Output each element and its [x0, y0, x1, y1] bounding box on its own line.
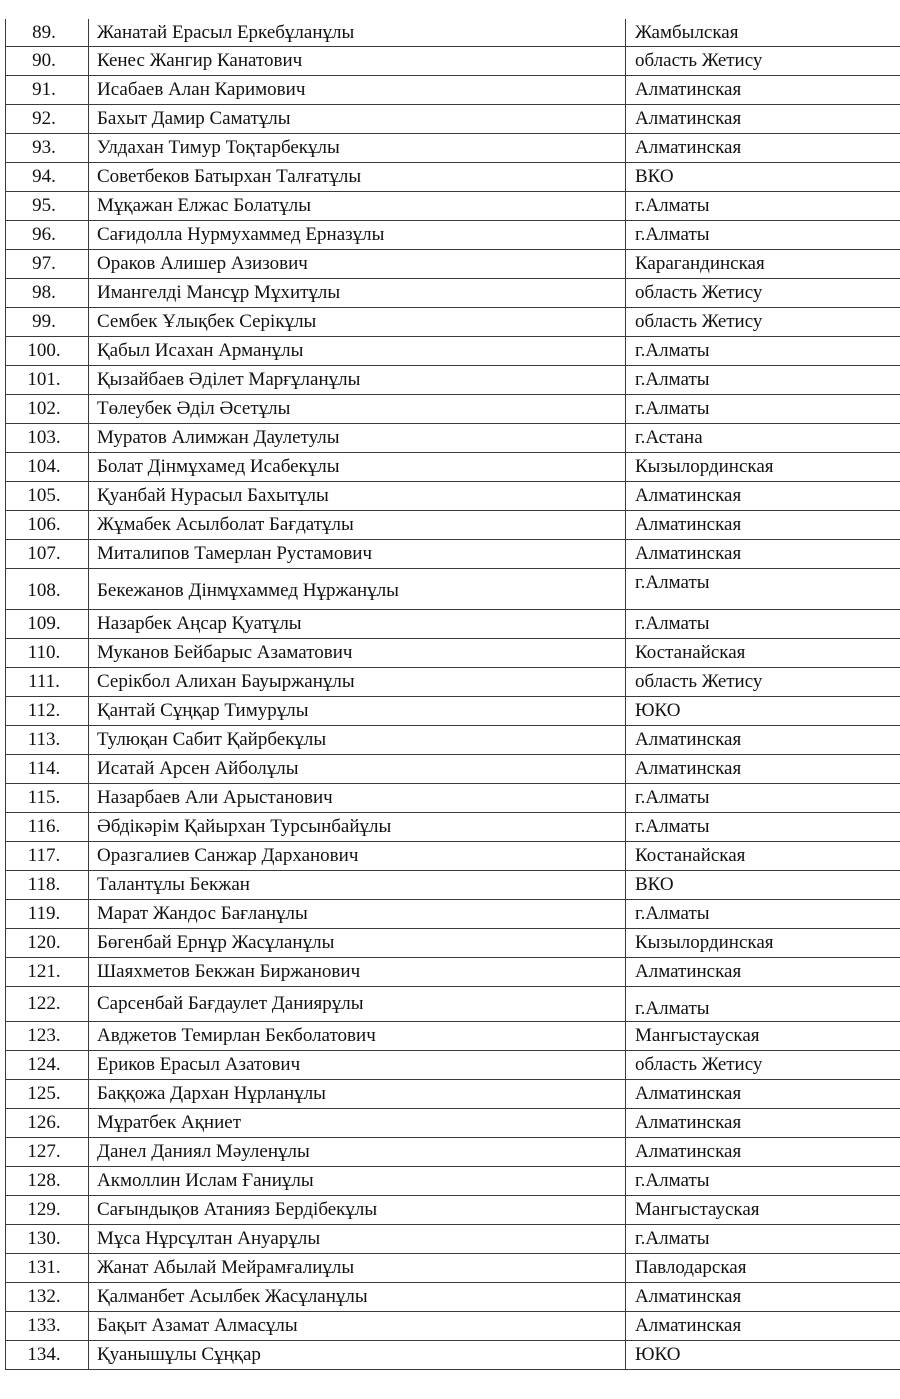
table-row	[6, 1312, 900, 1341]
table-row	[6, 540, 900, 569]
region-cell: область Жетису	[626, 47, 900, 76]
full-name-cell: Улдахан Тимур Тоқтарбекұлы	[89, 134, 626, 163]
table-row	[6, 47, 900, 76]
region-cell: Алматинская	[626, 1312, 900, 1341]
table-row	[6, 1283, 900, 1312]
full-name-cell: Тулюқан Сабит Қайрбекұлы	[89, 726, 626, 755]
table-row	[6, 105, 900, 134]
table-row	[6, 221, 900, 250]
region-cell: область Жетису	[626, 279, 900, 308]
row-number-cell: 98.	[6, 279, 89, 308]
full-name-cell: Жұмабек Асылболат Бағдатұлы	[89, 511, 626, 540]
row-number-cell: 114.	[6, 755, 89, 784]
full-name-cell: Авджетов Темирлан Бекболатович	[89, 1022, 626, 1051]
row-number-cell: 108.	[6, 569, 89, 610]
table-row	[6, 395, 900, 424]
region-cell: Алматинская	[626, 76, 900, 105]
full-name-cell: Мұратбек Ақниет	[89, 1109, 626, 1138]
row-number-cell: 123.	[6, 1022, 89, 1051]
region-cell: ВКО	[626, 871, 900, 900]
table-row	[6, 19, 900, 47]
row-number-cell: 124.	[6, 1051, 89, 1080]
table-row	[6, 569, 900, 610]
full-name-cell: Миталипов Тамерлан Рустамович	[89, 540, 626, 569]
participants-table	[5, 19, 900, 1370]
row-number-cell: 111.	[6, 668, 89, 697]
region-cell: г.Астана	[626, 424, 900, 453]
region-cell: Алматинская	[626, 1138, 900, 1167]
region-cell: г.Алматы	[626, 1225, 900, 1254]
full-name-cell: Сағидолла Нурмухаммед Ерназұлы	[89, 221, 626, 250]
full-name-cell: Имангелді Мансұр Мұхитұлы	[89, 279, 626, 308]
document-page	[5, 19, 894, 1370]
row-number-cell: 100.	[6, 337, 89, 366]
table-row	[6, 1196, 900, 1225]
row-number-cell: 107.	[6, 540, 89, 569]
table-row	[6, 726, 900, 755]
table-row	[6, 958, 900, 987]
full-name-cell: Қуанбай Нурасыл Бахытұлы	[89, 482, 626, 511]
full-name-cell: Бақыт Азамат Алмасұлы	[89, 1312, 626, 1341]
table-row	[6, 250, 900, 279]
table-row	[6, 308, 900, 337]
row-number-cell: 115.	[6, 784, 89, 813]
region-cell: Алматинская	[626, 755, 900, 784]
row-number-cell: 93.	[6, 134, 89, 163]
row-number-cell: 91.	[6, 76, 89, 105]
region-cell: Алматинская	[626, 1080, 900, 1109]
row-number-cell: 112.	[6, 697, 89, 726]
region-cell: ВКО	[626, 163, 900, 192]
row-number-cell: 92.	[6, 105, 89, 134]
full-name-cell: Әбдікәрім Қайырхан Турсынбайұлы	[89, 813, 626, 842]
full-name-cell: Талантұлы Бекжан	[89, 871, 626, 900]
full-name-cell: Акмоллин Ислам Ғаниұлы	[89, 1167, 626, 1196]
full-name-cell: Муканов Бейбарыс Азаматович	[89, 639, 626, 668]
table-row	[6, 337, 900, 366]
row-number-cell: 132.	[6, 1283, 89, 1312]
region-cell: Костанайская	[626, 842, 900, 871]
table-row	[6, 1138, 900, 1167]
full-name-cell: Қуанышұлы Сұңқар	[89, 1341, 626, 1370]
table-row	[6, 784, 900, 813]
table-row	[6, 511, 900, 540]
row-number-cell: 119.	[6, 900, 89, 929]
table-row	[6, 192, 900, 221]
row-number-cell: 118.	[6, 871, 89, 900]
region-cell: Алматинская	[626, 482, 900, 511]
region-cell: Алматинская	[626, 511, 900, 540]
table-row	[6, 482, 900, 511]
table-row	[6, 987, 900, 1022]
table-row	[6, 76, 900, 105]
region-cell: г.Алматы	[626, 337, 900, 366]
row-number-cell: 101.	[6, 366, 89, 395]
table-row	[6, 813, 900, 842]
row-number-cell: 113.	[6, 726, 89, 755]
full-name-cell: Назарбек Аңсар Қуатұлы	[89, 610, 626, 639]
table-row	[6, 697, 900, 726]
region-cell: Жамбылская	[626, 19, 900, 47]
row-number-cell: 121.	[6, 958, 89, 987]
region-cell: Алматинская	[626, 958, 900, 987]
full-name-cell: Қызайбаев Әділет Марғұланұлы	[89, 366, 626, 395]
full-name-cell: Сембек Ұлықбек Серікұлы	[89, 308, 626, 337]
table-row	[6, 842, 900, 871]
row-number-cell: 116.	[6, 813, 89, 842]
full-name-cell: Серікбол Алихан Бауыржанұлы	[89, 668, 626, 697]
full-name-cell: Исатай Арсен Айболұлы	[89, 755, 626, 784]
full-name-cell: Жанатай Ерасыл Еркебұланұлы	[89, 19, 626, 47]
table-row	[6, 1341, 900, 1370]
table-row	[6, 668, 900, 697]
full-name-cell: Төлеубек Әділ Әсетұлы	[89, 395, 626, 424]
row-number-cell: 122.	[6, 987, 89, 1022]
region-cell: Алматинская	[626, 1109, 900, 1138]
region-cell: Мангыстауская	[626, 1022, 900, 1051]
region-cell: ЮКО	[626, 1341, 900, 1370]
row-number-cell: 128.	[6, 1167, 89, 1196]
table-row	[6, 1051, 900, 1080]
full-name-cell: Бекежанов Дінмұхаммед Нұржанұлы	[89, 569, 626, 610]
table-row	[6, 134, 900, 163]
full-name-cell: Данел Даниял Мәуленұлы	[89, 1138, 626, 1167]
row-number-cell: 127.	[6, 1138, 89, 1167]
full-name-cell: Мұқажан Елжас Болатұлы	[89, 192, 626, 221]
region-cell: г.Алматы	[626, 784, 900, 813]
full-name-cell: Баққожа Дархан Нұрланұлы	[89, 1080, 626, 1109]
full-name-cell: Бахыт Дамир Саматұлы	[89, 105, 626, 134]
region-cell: Карагандинская	[626, 250, 900, 279]
table-row	[6, 1167, 900, 1196]
row-number-cell: 110.	[6, 639, 89, 668]
region-cell: Кызылординская	[626, 453, 900, 482]
row-number-cell: 89.	[6, 19, 89, 47]
full-name-cell: Оразгалиев Санжар Дарханович	[89, 842, 626, 871]
table-row	[6, 366, 900, 395]
row-number-cell: 126.	[6, 1109, 89, 1138]
region-cell: область Жетису	[626, 1051, 900, 1080]
table-row	[6, 755, 900, 784]
row-number-cell: 109.	[6, 610, 89, 639]
full-name-cell: Қабыл Исахан Арманұлы	[89, 337, 626, 366]
participants-table-body	[6, 19, 900, 1370]
row-number-cell: 99.	[6, 308, 89, 337]
region-cell: Павлодарская	[626, 1254, 900, 1283]
row-number-cell: 130.	[6, 1225, 89, 1254]
table-row	[6, 639, 900, 668]
full-name-cell: Муратов Алимжан Даулетулы	[89, 424, 626, 453]
region-cell: Костанайская	[626, 639, 900, 668]
row-number-cell: 104.	[6, 453, 89, 482]
region-cell: Мангыстауская	[626, 1196, 900, 1225]
region-cell: Алматинская	[626, 726, 900, 755]
row-number-cell: 106.	[6, 511, 89, 540]
region-cell: г.Алматы	[626, 987, 900, 1022]
full-name-cell: Қантай Сұңқар Тимурұлы	[89, 697, 626, 726]
table-row	[6, 424, 900, 453]
region-cell: г.Алматы	[626, 395, 900, 424]
row-number-cell: 129.	[6, 1196, 89, 1225]
region-cell: Алматинская	[626, 105, 900, 134]
region-cell: Кызылординская	[626, 929, 900, 958]
table-row	[6, 1109, 900, 1138]
region-cell: область Жетису	[626, 308, 900, 337]
full-name-cell: Ораков Алишер Азизович	[89, 250, 626, 279]
full-name-cell: Назарбаев Али Арыстанович	[89, 784, 626, 813]
table-row	[6, 279, 900, 308]
full-name-cell: Болат Дінмұхамед Исабекұлы	[89, 453, 626, 482]
table-row	[6, 1080, 900, 1109]
table-row	[6, 453, 900, 482]
full-name-cell: Советбеков Батырхан Талғатұлы	[89, 163, 626, 192]
full-name-cell: Шаяхметов Бекжан Биржанович	[89, 958, 626, 987]
full-name-cell: Қалманбет Асылбек Жасұланұлы	[89, 1283, 626, 1312]
row-number-cell: 90.	[6, 47, 89, 76]
table-row	[6, 1254, 900, 1283]
full-name-cell: Бөгенбай Ернұр Жасұланұлы	[89, 929, 626, 958]
row-number-cell: 131.	[6, 1254, 89, 1283]
region-cell: г.Алматы	[626, 366, 900, 395]
full-name-cell: Мұса Нұрсұлтан Ануарұлы	[89, 1225, 626, 1254]
full-name-cell: Жанат Абылай Мейрамғалиұлы	[89, 1254, 626, 1283]
table-row	[6, 871, 900, 900]
full-name-cell: Сағындықов Атанияз Бердібекұлы	[89, 1196, 626, 1225]
row-number-cell: 133.	[6, 1312, 89, 1341]
full-name-cell: Сарсенбай Бағдаулет Даниярұлы	[89, 987, 626, 1022]
table-row	[6, 610, 900, 639]
table-row	[6, 900, 900, 929]
region-cell: г.Алматы	[626, 221, 900, 250]
table-row	[6, 1225, 900, 1254]
row-number-cell: 117.	[6, 842, 89, 871]
region-cell: ЮКО	[626, 697, 900, 726]
region-cell: г.Алматы	[626, 192, 900, 221]
region-cell: область Жетису	[626, 668, 900, 697]
region-cell: г.Алматы	[626, 1167, 900, 1196]
row-number-cell: 105.	[6, 482, 89, 511]
table-row	[6, 929, 900, 958]
full-name-cell: Марат Жандос Бағланұлы	[89, 900, 626, 929]
row-number-cell: 96.	[6, 221, 89, 250]
region-cell: г.Алматы	[626, 813, 900, 842]
full-name-cell: Ериков Ерасыл Азатович	[89, 1051, 626, 1080]
row-number-cell: 102.	[6, 395, 89, 424]
full-name-cell: Исабаев Алан Каримович	[89, 76, 626, 105]
full-name-cell: Кенес Жангир Канатович	[89, 47, 626, 76]
row-number-cell: 125.	[6, 1080, 89, 1109]
region-cell: г.Алматы	[626, 569, 900, 610]
row-number-cell: 94.	[6, 163, 89, 192]
row-number-cell: 95.	[6, 192, 89, 221]
region-cell: Алматинская	[626, 1283, 900, 1312]
table-row	[6, 1022, 900, 1051]
region-cell: г.Алматы	[626, 900, 900, 929]
region-cell: Алматинская	[626, 134, 900, 163]
row-number-cell: 134.	[6, 1341, 89, 1370]
region-cell: Алматинская	[626, 540, 900, 569]
region-cell: г.Алматы	[626, 610, 900, 639]
row-number-cell: 120.	[6, 929, 89, 958]
row-number-cell: 103.	[6, 424, 89, 453]
table-row	[6, 163, 900, 192]
row-number-cell: 97.	[6, 250, 89, 279]
